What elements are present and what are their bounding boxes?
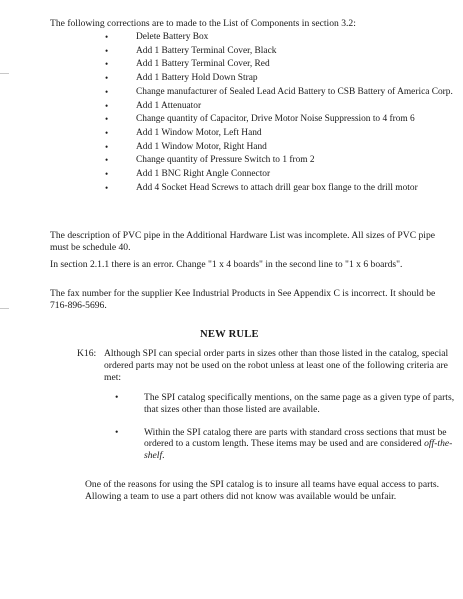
section-error-paragraph: In section 2.1.1 there is an error. Change "1 x 4 boards" in the second line to "1 x 6 boards".: [50, 259, 403, 270]
bullet-icon: •: [105, 59, 109, 70]
bullet-icon: •: [105, 45, 109, 56]
bullet-icon: •: [115, 426, 119, 438]
bullet-icon: •: [105, 141, 109, 152]
bullet-icon: •: [105, 169, 109, 180]
list-item: • The SPI catalog specifically mentions, on the same page as a given type of parts, that sizes other than those listed are available.: [115, 392, 455, 415]
corrections-list: [105, 32, 455, 196]
list-item: • Change manufacturer of Sealed Lead Acid Battery to CSB Battery of America Corp.: [105, 86, 453, 97]
bullet-icon: •: [105, 127, 109, 138]
bullet-icon: •: [105, 155, 109, 166]
bullet-icon: •: [105, 86, 109, 97]
rule-id: K16:: [77, 348, 97, 359]
list-item: • Add 4 Socket Head Screws to attach drill gear box flange to the drill motor: [105, 182, 418, 193]
list-item: • Delete Battery Box: [105, 32, 209, 42]
list-item: • Change quantity of Pressure Switch to 1 from 2: [105, 155, 315, 166]
bullet-icon: •: [105, 114, 109, 125]
new-rule-heading: NEW RULE: [200, 329, 259, 340]
rule-text: Although SPI can special order parts in sizes other than those listed in the catalog, special ordered parts may not be used on the robot unless at least one of the following criteria are met:: [104, 348, 449, 383]
list-item: • Add 1 Window Motor, Left Hand: [105, 127, 262, 138]
bullet-icon: •: [115, 392, 119, 403]
scan-margin-mark: [0, 73, 9, 74]
list-item: • Add 1 Attenuator: [105, 100, 202, 111]
pvc-pipe-paragraph: The description of PVC pipe in the Additional Hardware List was incomplete. All sizes of PVC pipe must be schedule 40.: [50, 230, 436, 253]
closing-paragraph: One of the reasons for using the SPI catalog is to insure all teams have equal access to parts. Allowing a team to use a part others did not know was available would be unfair.: [85, 479, 440, 502]
bullet-icon: •: [105, 73, 109, 84]
corrections-intro: The following corrections are to made to the List of Components in section 3.2:: [50, 18, 356, 29]
list-item: • Add 1 Battery Terminal Cover, Red: [105, 59, 270, 70]
list-item: • Add 1 Window Motor, Right Hand: [105, 141, 267, 152]
off-the-shelf-term: off-the-shelf: [144, 438, 453, 462]
bullet-icon: •: [105, 32, 109, 42]
list-item: • Add 1 Battery Terminal Cover, Black: [105, 45, 277, 56]
list-item: • Within the SPI catalog there are parts with standard cross sections that must be ordered to a custom length. These items may be used and are considered off-the-shelf.: [115, 426, 453, 462]
list-item: • Add 1 BNC Right Angle Connector: [105, 169, 271, 180]
bullet-icon: •: [105, 100, 109, 111]
scan-margin-mark: [0, 308, 9, 309]
list-item: • Add 1 Battery Hold Down Strap: [105, 73, 258, 84]
bullet-icon: •: [105, 182, 109, 193]
list-item: • Change quantity of Capacitor, Drive Motor Noise Suppression to 4 from 6: [105, 114, 415, 125]
rule-criteria-list: [115, 392, 460, 473]
fax-number-paragraph: The fax number for the supplier Kee Industrial Products in See Appendix C is incorrect. It should be 716-896-5696.: [50, 288, 436, 311]
